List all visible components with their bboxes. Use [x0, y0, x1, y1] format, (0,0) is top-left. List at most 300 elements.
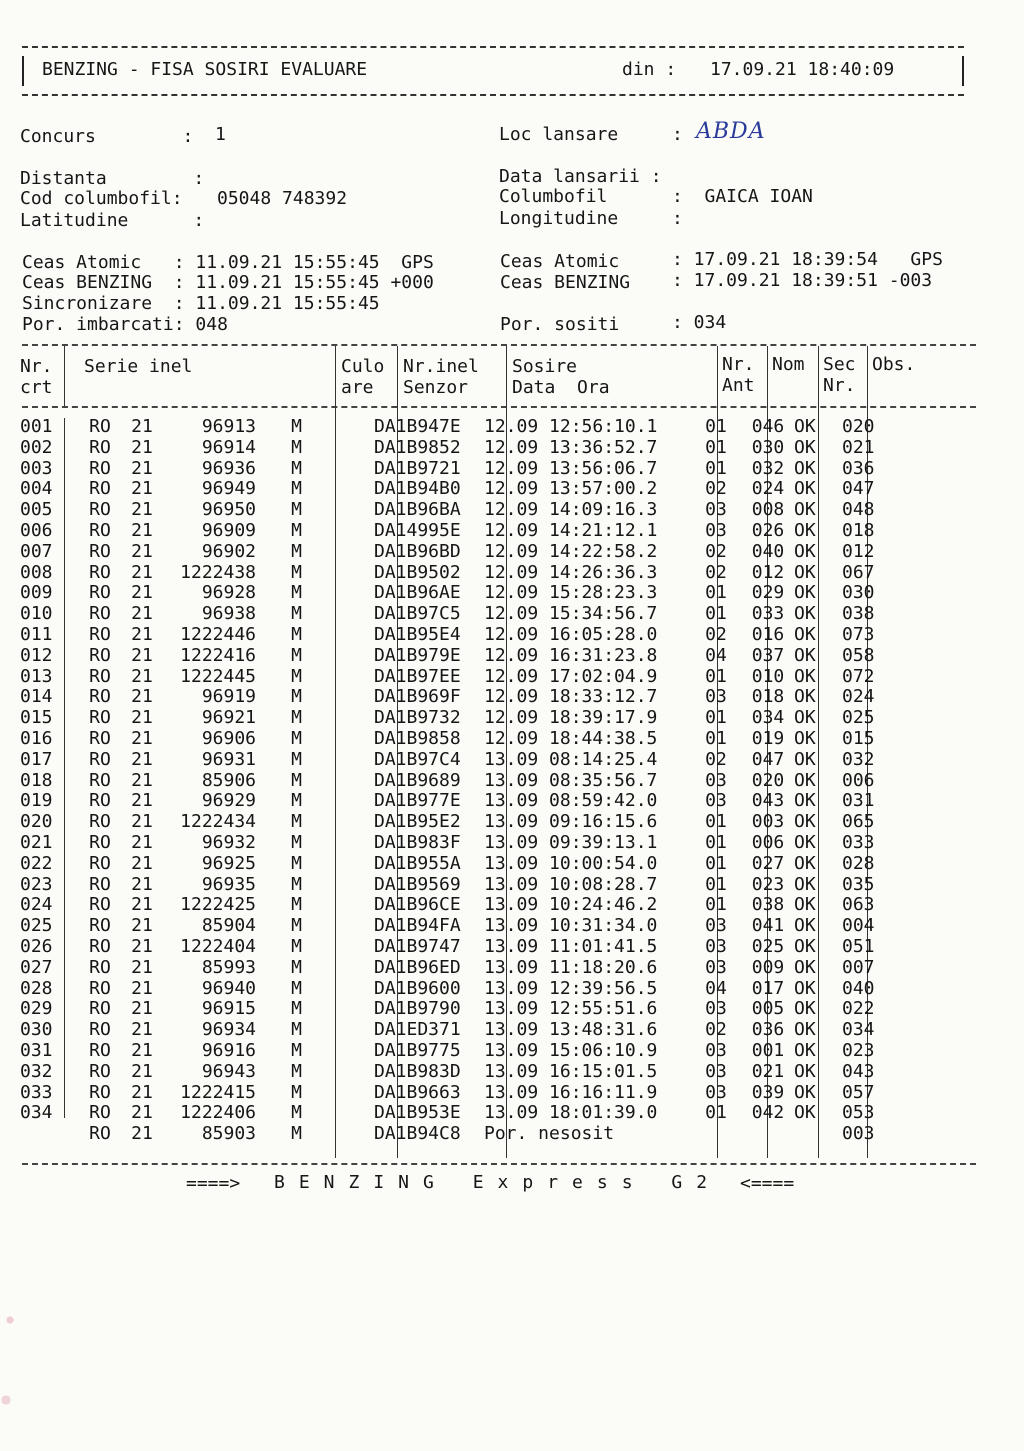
nom: 012 — [751, 561, 785, 583]
nom: 032 — [751, 457, 785, 479]
table-row — [20, 521, 902, 542]
ring-number: 1222446 — [180, 623, 256, 645]
sex: M — [291, 790, 302, 812]
nr-ant: 01 — [705, 852, 727, 874]
nr-ant: 02 — [705, 540, 727, 562]
ring-year: 21 — [131, 727, 153, 749]
col-header-nr-ant: Nr. — [722, 354, 755, 375]
country-code: RO — [89, 519, 111, 541]
cod-columbofil-value: 05048 748392 — [217, 188, 348, 209]
color — [302, 1062, 374, 1083]
por-sositi-value: : 034 — [672, 312, 727, 333]
table-row — [20, 708, 902, 729]
sex: M — [291, 644, 302, 666]
nr-ant: 01 — [705, 727, 727, 749]
row-number: 019 — [20, 790, 53, 812]
color — [302, 771, 374, 792]
obs: 048 — [842, 499, 875, 521]
sec-nr: OK — [794, 956, 816, 978]
col-header-sec: Sec — [823, 354, 856, 375]
ring-year: 21 — [131, 1123, 153, 1145]
obs: 073 — [842, 623, 875, 645]
country-code: RO — [89, 873, 111, 895]
country-code: RO — [89, 540, 111, 562]
sec-nr: OK — [794, 582, 816, 604]
arrival-time: 13.09 09:16:15.6 — [484, 811, 658, 833]
nom: 008 — [751, 499, 785, 521]
color — [302, 1083, 374, 1104]
country-code: RO — [89, 998, 111, 1020]
table-row — [20, 771, 902, 792]
obs: 051 — [842, 935, 875, 957]
arrival-time: 13.09 15:06:10.9 — [484, 1039, 658, 1061]
sex: M — [291, 561, 302, 583]
nr-ant: 01 — [705, 436, 727, 458]
footer-brand: BENZING Express G2 — [274, 1172, 722, 1193]
sec-nr: OK — [794, 1039, 816, 1061]
arrival-time: 13.09 10:08:28.7 — [484, 873, 658, 895]
obs: 003 — [842, 1123, 875, 1145]
nom: 020 — [751, 769, 785, 791]
table-row — [20, 438, 902, 459]
row-number: 018 — [20, 769, 53, 791]
table-row — [20, 854, 902, 875]
sex: M — [291, 1081, 302, 1103]
color — [302, 1124, 374, 1145]
table-header-rule — [22, 406, 976, 408]
ring-year: 21 — [131, 603, 153, 625]
country-code: RO — [89, 956, 111, 978]
nr-ant: 02 — [705, 748, 727, 770]
sec-nr: OK — [794, 1019, 816, 1041]
ring-number: 96928 — [201, 582, 256, 604]
color — [302, 854, 374, 875]
ring-number: 96921 — [201, 707, 256, 729]
sensor-id: DA1B977E — [374, 790, 461, 812]
table-row — [20, 563, 902, 584]
arrival-time: 12.09 13:57:00.2 — [484, 478, 658, 500]
nom: 034 — [751, 707, 785, 729]
sensor-id: DA1B9732 — [374, 707, 461, 729]
ring-number: 1222406 — [180, 1102, 256, 1124]
country-code: RO — [89, 748, 111, 770]
country-code: RO — [89, 499, 111, 521]
country-code: RO — [89, 727, 111, 749]
obs: 035 — [842, 873, 875, 895]
ring-year: 21 — [131, 873, 153, 895]
sec-nr: OK — [794, 416, 816, 437]
nr-ant: 03 — [705, 769, 727, 791]
obs: 006 — [842, 769, 875, 791]
color — [302, 791, 374, 812]
ring-number: 1222445 — [180, 665, 256, 687]
arrival-time: 12.09 18:33:12.7 — [484, 686, 658, 708]
country-code: RO — [89, 623, 111, 645]
ring-year: 21 — [131, 478, 153, 500]
loc-lansare-label: Loc lansare — [499, 124, 619, 145]
sex: M — [291, 894, 302, 916]
ring-number: 96938 — [201, 603, 256, 625]
table-row — [20, 500, 902, 521]
ring-year: 21 — [131, 1081, 153, 1103]
country-code: RO — [89, 436, 111, 458]
color — [302, 667, 374, 688]
sex: M — [291, 769, 302, 791]
sensor-id: DA1B97EE — [374, 665, 461, 687]
ring-number: 96932 — [201, 831, 256, 853]
nr-ant: 02 — [705, 623, 727, 645]
row-number: 023 — [20, 873, 53, 895]
ring-year: 21 — [131, 499, 153, 521]
arrival-time: 13.09 10:31:34.0 — [484, 915, 658, 937]
arrival-time: 13.09 10:00:54.0 — [484, 852, 658, 874]
arrival-time: 12.09 14:22:58.2 — [484, 540, 658, 562]
nr-ant: 03 — [705, 790, 727, 812]
obs: 057 — [842, 1081, 875, 1103]
sec-nr: OK — [794, 998, 816, 1020]
sec-nr: OK — [794, 1081, 816, 1103]
ring-number: 1222415 — [180, 1081, 256, 1103]
sec-nr: OK — [794, 707, 816, 729]
table-row — [20, 1083, 902, 1104]
row-number: 022 — [20, 852, 53, 874]
ring-number: 96936 — [201, 457, 256, 479]
color — [302, 958, 374, 979]
col-header-senzor: Senzor — [403, 377, 469, 398]
scan-marks — [0, 1280, 40, 1450]
nr-ant — [690, 1124, 742, 1145]
ceas-atomic-end-label: Ceas Atomic — [500, 251, 620, 272]
nom: 039 — [751, 1081, 785, 1103]
nom: 018 — [751, 686, 785, 708]
ring-year: 21 — [131, 665, 153, 687]
sex: M — [291, 478, 302, 500]
sex: M — [291, 873, 302, 895]
color — [302, 729, 374, 750]
ring-year: 21 — [131, 1102, 153, 1124]
obs: 012 — [842, 540, 875, 562]
arrival-time: 12.09 14:26:36.3 — [484, 561, 658, 583]
nom: 037 — [751, 644, 785, 666]
sec-nr: OK — [794, 811, 816, 833]
sec-nr: OK — [794, 478, 816, 500]
sensor-id: DA1B9569 — [374, 873, 461, 895]
color — [302, 438, 374, 459]
country-code: RO — [89, 915, 111, 937]
col-header-data-ora: Data Ora — [512, 377, 610, 398]
row-number: 006 — [20, 519, 53, 541]
sensor-id: DA1B9721 — [374, 457, 461, 479]
sec-nr: OK — [794, 748, 816, 770]
obs: 007 — [842, 956, 875, 978]
sensor-id: DA1B983D — [374, 1060, 461, 1082]
table-row — [20, 1041, 902, 1062]
sec-nr — [794, 1124, 842, 1145]
color — [302, 1103, 374, 1124]
ring-year: 21 — [131, 707, 153, 729]
sex: M — [291, 582, 302, 604]
ring-year: 21 — [131, 436, 153, 458]
sex: M — [291, 727, 302, 749]
arrival-time: 13.09 11:18:20.6 — [484, 956, 658, 978]
sec-nr: OK — [794, 540, 816, 562]
row-number: 016 — [20, 727, 53, 749]
sec-nr: OK — [794, 457, 816, 479]
sensor-id: DA1B9852 — [374, 436, 461, 458]
ring-number: 96935 — [201, 873, 256, 895]
footer-right-arrow: <==== — [740, 1173, 795, 1194]
sec-nr: OK — [794, 519, 816, 541]
color — [302, 875, 374, 896]
color — [302, 604, 374, 625]
sensor-id: DA14995E — [374, 519, 461, 541]
por-sositi-label: Por. sositi — [500, 314, 620, 335]
row-number: 013 — [20, 665, 53, 687]
sec-nr: OK — [794, 873, 816, 895]
nr-ant: 01 — [705, 873, 727, 895]
sensor-id: DA1B979E — [374, 644, 461, 666]
row-number: 009 — [20, 582, 53, 604]
table-bottom-rule — [22, 1163, 976, 1165]
sensor-id: DA1B9747 — [374, 935, 461, 957]
sincronizare: Sincronizare : 11.09.21 15:55:45 — [22, 293, 380, 314]
por-imbarcati: Por. imbarcati: 048 — [22, 314, 228, 335]
row-number: 028 — [20, 977, 53, 999]
longitudine-label: Longitudine — [499, 208, 619, 229]
distanta-label: Distanta : — [20, 168, 205, 189]
arrival-time: 12.09 16:05:28.0 — [484, 623, 658, 645]
nom: 026 — [751, 519, 785, 541]
sex: M — [291, 1123, 302, 1145]
arrival-time: 12.09 18:39:17.9 — [484, 707, 658, 729]
sec-nr: OK — [794, 644, 816, 666]
latitudine-label: Latitudine : — [20, 210, 205, 231]
obs: 030 — [842, 582, 875, 604]
arrival-time: 12.09 15:34:56.7 — [484, 603, 658, 625]
sensor-id: DA1B96CE — [374, 894, 461, 916]
table-row — [20, 1103, 902, 1124]
nom — [742, 1124, 794, 1145]
nr-ant: 03 — [705, 915, 727, 937]
color — [302, 542, 374, 563]
row-number: 007 — [20, 540, 53, 562]
col-header-ant: Ant — [722, 375, 755, 396]
obs: 020 — [842, 416, 875, 437]
sensor-id: DA1B9790 — [374, 998, 461, 1020]
nr-ant: 03 — [705, 519, 727, 541]
sec-nr: OK — [794, 769, 816, 791]
sex: M — [291, 1060, 302, 1082]
country-code: RO — [89, 1123, 111, 1145]
obs: 004 — [842, 915, 875, 937]
sex: M — [291, 603, 302, 625]
ring-number: 1222434 — [180, 811, 256, 833]
arrival-time: 12.09 13:56:06.7 — [484, 457, 658, 479]
sec-nr: OK — [794, 436, 816, 458]
ceas-atomic-end-value: : 17.09.21 18:39:54 GPS — [672, 249, 943, 270]
nr-ant: 01 — [705, 707, 727, 729]
ring-number: 96929 — [201, 790, 256, 812]
nr-ant: 03 — [705, 1060, 727, 1082]
date-label: din : — [622, 59, 677, 80]
table-row — [20, 646, 902, 667]
ring-number: 1222425 — [180, 894, 256, 916]
sensor-id: DA1B95E4 — [374, 623, 461, 645]
sex: M — [291, 436, 302, 458]
nom: 038 — [751, 894, 785, 916]
table-row — [20, 687, 902, 708]
col-header-obs: Obs. — [872, 354, 916, 375]
sec-nr: OK — [794, 623, 816, 645]
arrival-time: 13.09 18:01:39.0 — [484, 1102, 658, 1124]
sec-nr: OK — [794, 603, 816, 625]
ring-year: 21 — [131, 540, 153, 562]
arrival-time: 12.09 15:28:23.3 — [484, 582, 658, 604]
sec-nr: OK — [794, 1102, 816, 1124]
nom: 023 — [751, 873, 785, 895]
sex: M — [291, 811, 302, 833]
obs: 038 — [842, 603, 875, 625]
color — [302, 459, 374, 480]
table-row — [20, 625, 902, 646]
sex: M — [291, 707, 302, 729]
ring-year: 21 — [131, 686, 153, 708]
ring-year: 21 — [131, 831, 153, 853]
nr-ant: 01 — [705, 894, 727, 916]
table-row — [20, 833, 902, 854]
sensor-id: DA1B94B0 — [374, 478, 461, 500]
table-row — [20, 1020, 902, 1041]
nom: 041 — [751, 915, 785, 937]
row-number — [20, 1124, 76, 1145]
country-code: RO — [89, 1060, 111, 1082]
sex: M — [291, 540, 302, 562]
row-number: 011 — [20, 623, 53, 645]
obs: 021 — [842, 436, 875, 458]
arrival-time: 13.09 12:39:56.5 — [484, 977, 658, 999]
ring-year: 21 — [131, 998, 153, 1020]
ring-number: 1222404 — [180, 935, 256, 957]
ring-number: 85904 — [201, 915, 256, 937]
row-number: 005 — [20, 499, 53, 521]
nom: 017 — [751, 977, 785, 999]
nom: 046 — [751, 416, 785, 437]
sex: M — [291, 499, 302, 521]
ring-year: 21 — [131, 416, 153, 437]
sec-nr: OK — [794, 852, 816, 874]
nom: 019 — [751, 727, 785, 749]
ceas-benzing-end-label: Ceas BENZING — [500, 272, 631, 293]
table-row — [20, 937, 902, 958]
ring-number: 96943 — [201, 1060, 256, 1082]
sex: M — [291, 686, 302, 708]
arrival-time: 13.09 16:16:11.9 — [484, 1081, 658, 1103]
col-header-sec-nr: Nr. — [823, 375, 856, 396]
color — [302, 979, 374, 1000]
col-sep-1 — [64, 346, 65, 406]
row-number: 027 — [20, 956, 53, 978]
arrivals-table-body — [20, 417, 902, 1145]
ring-number: 96913 — [201, 416, 256, 437]
country-code: RO — [89, 852, 111, 874]
ring-year: 21 — [131, 935, 153, 957]
longitudine-colon: : — [672, 208, 683, 229]
arrival-time: 13.09 10:24:46.2 — [484, 894, 658, 916]
sensor-id: DA1B94C8 — [374, 1123, 461, 1145]
obs: 018 — [842, 519, 875, 541]
obs: 043 — [842, 1060, 875, 1082]
arrival-time: 13.09 11:01:41.5 — [484, 935, 658, 957]
obs: 058 — [842, 644, 875, 666]
ring-year: 21 — [131, 956, 153, 978]
sensor-id: DA1B96BD — [374, 540, 461, 562]
country-code: RO — [89, 561, 111, 583]
nr-ant: 01 — [705, 416, 727, 437]
nom: 003 — [751, 811, 785, 833]
nr-ant: 02 — [705, 1019, 727, 1041]
nom: 025 — [751, 935, 785, 957]
country-code: RO — [89, 977, 111, 999]
loc-lansare-colon: : — [672, 124, 683, 145]
ring-number: 85906 — [201, 769, 256, 791]
color — [302, 937, 374, 958]
nr-ant: 03 — [705, 1039, 727, 1061]
table-row — [20, 479, 902, 500]
country-code: RO — [89, 1081, 111, 1103]
nom: 036 — [751, 1019, 785, 1041]
country-code: RO — [89, 582, 111, 604]
ring-year: 21 — [131, 852, 153, 874]
color — [302, 521, 374, 542]
sex: M — [291, 519, 302, 541]
nom: 021 — [751, 1060, 785, 1082]
ring-number: 96934 — [201, 1019, 256, 1041]
ring-number: 96915 — [201, 998, 256, 1020]
country-code: RO — [89, 894, 111, 916]
nr-ant: 02 — [705, 478, 727, 500]
row-number: 031 — [20, 1039, 53, 1061]
sex: M — [291, 665, 302, 687]
col-header-are: are — [341, 377, 374, 398]
footer-left-arrow: ====> — [186, 1173, 241, 1194]
nom: 001 — [751, 1039, 785, 1061]
col-header-serie: Serie inel — [84, 356, 193, 377]
ring-year: 21 — [131, 915, 153, 937]
sec-nr: OK — [794, 894, 816, 916]
sec-nr: OK — [794, 935, 816, 957]
header-left-border — [22, 56, 24, 86]
table-row — [20, 542, 902, 563]
ring-year: 21 — [131, 748, 153, 770]
col-header-nrinel: Nr.inel — [403, 356, 479, 377]
row-number: 026 — [20, 935, 53, 957]
sex: M — [291, 748, 302, 770]
row-number: 021 — [20, 831, 53, 853]
nr-ant: 02 — [705, 561, 727, 583]
nr-ant: 03 — [705, 686, 727, 708]
row-number: 025 — [20, 915, 53, 937]
arrival-time: 12.09 14:09:16.3 — [484, 499, 658, 521]
color — [302, 812, 374, 833]
color — [302, 708, 374, 729]
loc-lansare-handwritten: ABDA — [696, 119, 766, 144]
color — [302, 916, 374, 937]
country-code: RO — [89, 665, 111, 687]
country-code: RO — [89, 478, 111, 500]
color — [302, 750, 374, 771]
color — [302, 583, 374, 604]
nom: 030 — [751, 436, 785, 458]
